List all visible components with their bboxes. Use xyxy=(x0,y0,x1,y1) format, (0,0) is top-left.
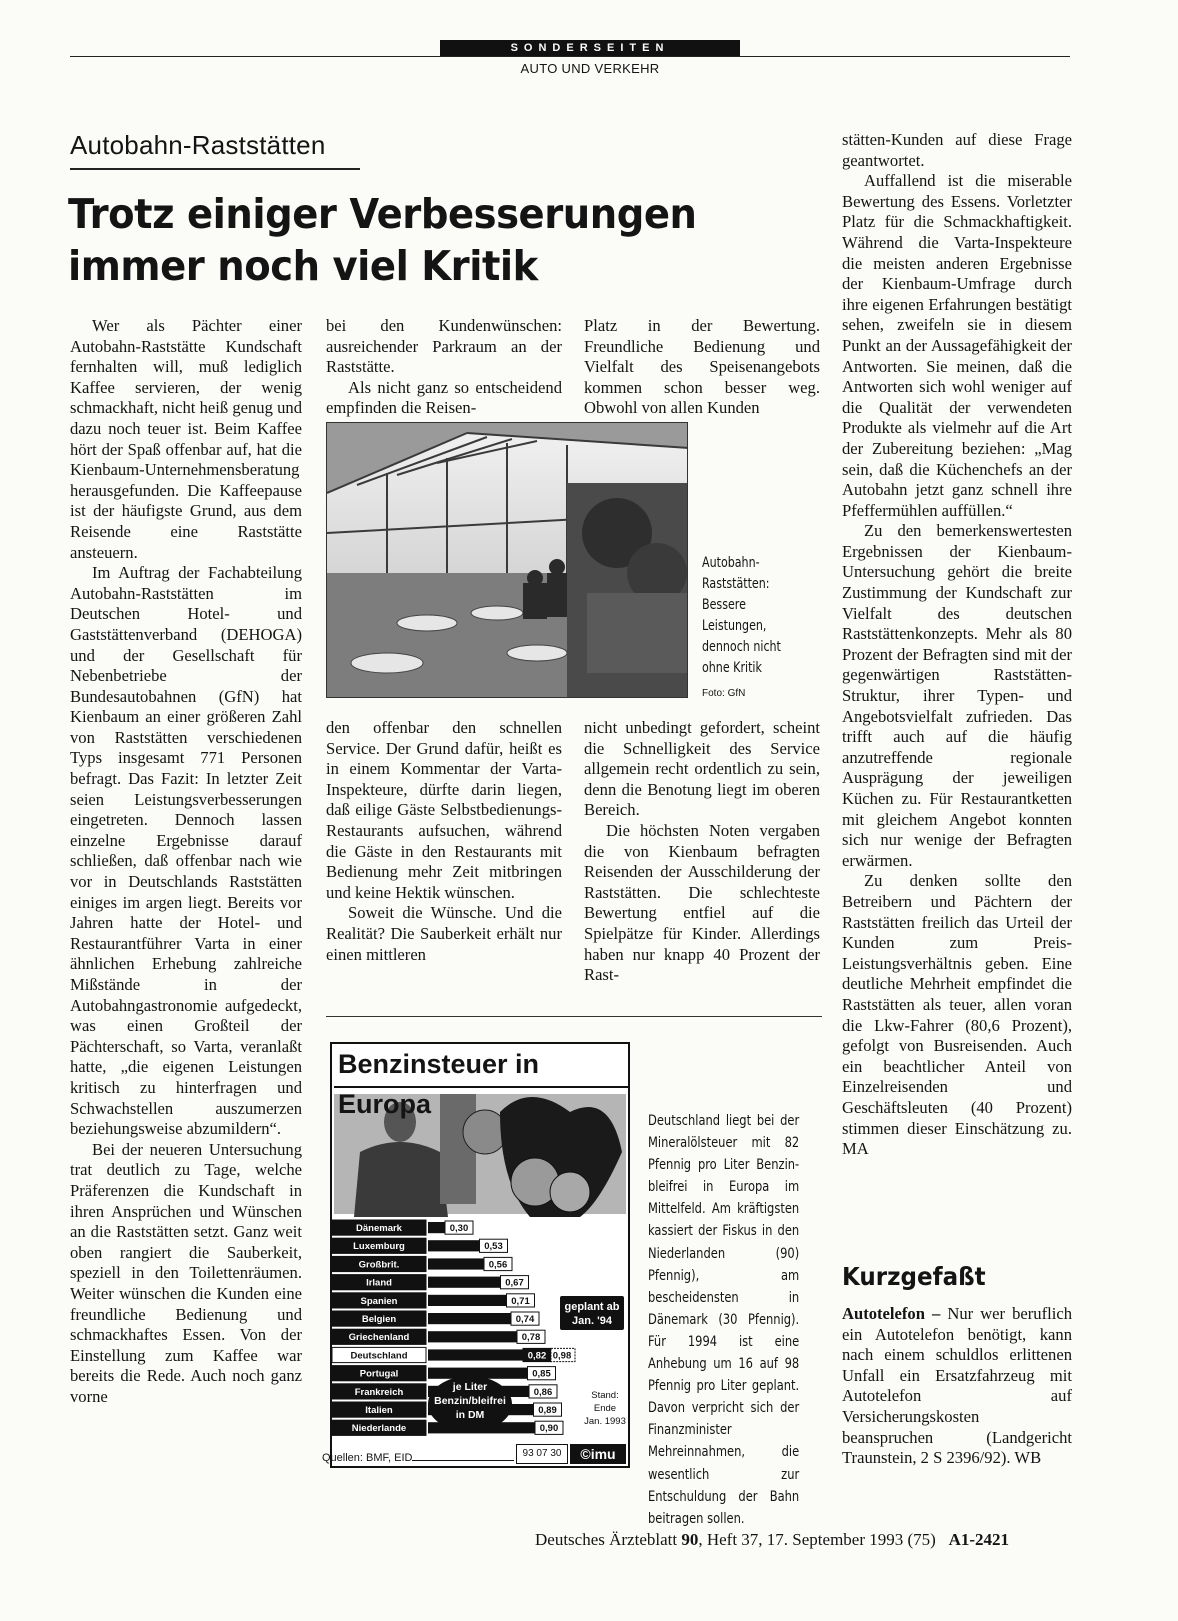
column-2-bottom xyxy=(326,718,562,965)
chart-code: 93 07 30 xyxy=(516,1444,568,1464)
paragraph: Als nicht ganz so entscheidend empfinden die Reisen- xyxy=(326,377,562,418)
article-kicker: Autobahn-Raststätten xyxy=(70,130,326,160)
column-3-top xyxy=(584,316,820,419)
bar-category-label: Spanien xyxy=(360,1295,398,1307)
stand-note-line: Jan. 1993 xyxy=(584,1416,626,1427)
bar-category-label: Belgien xyxy=(361,1314,397,1325)
journal-volume: 90 xyxy=(681,1530,699,1549)
unit-note-line: je Liter xyxy=(452,1381,488,1393)
paragraph: Zu denken sollte den Betreibern und Pächtern der Raststätten freilich das Urteil der Kunden zum Preis-Leistungsverhältnis geben. Eine deutliche Mehrheit empfindet die Raststätten als teuer, allen voran die Lkw-Fahrer (80,6 Prozent), gefolgt von Busreisenden. Auch ein beachtlicher Anteil von Einzelreisenden und Geschäftsleuten (40 Prozent) stimmen dieser Einschätzung zu. MA xyxy=(842,871,1072,1159)
bar-value-label: 0,67 xyxy=(505,1277,524,1289)
chart-brand: ©imu xyxy=(570,1444,626,1464)
page-number: A1-2421 xyxy=(948,1530,1010,1549)
chart-divider xyxy=(326,1016,822,1017)
paragraph: Die höchsten Noten vergaben die von Kienbaum befragten Reisenden der Ausschilderung der Raststätten. Die schlechteste Bewertung entfiel auf die Spielpätze für Kinder. Allerdings haben nur knapp 40 Prozent der Rast- xyxy=(584,820,820,985)
page-footer xyxy=(535,1530,1009,1550)
bar-category-label: Griechenland xyxy=(348,1332,410,1344)
photo-caption: Autobahn-Raststätten: Bessere Leistungen, dennoch nicht ohne Kritik xyxy=(702,555,781,676)
paragraph: Auffallend ist die miserable Bewertung des Essens. Vorletzter Platz für die Schmackhaftigkeit. Während die Varta-Inspekteure die meisten anderen Ergebnisse der Kienbaum-Umfrage durch ihre eigenen Erfahrungen bestätigt sehen, zweifeln sie in diesem Punkt an der Aussagefähigkeit der Antworten. Sie meinen, daß die Antworten sich wohl weniger auf die Qualität der verwendeten Produkte als vielmehr auf die Art der Zubereitung beziehen: „Mag sein, daß die Küchenchefs an der Autobahn jetzt ganz schnell ihre Pfeffermühlen auffüllen.“ xyxy=(842,171,1072,520)
bar-value-label: 0,78 xyxy=(521,1332,541,1344)
journal-issue: , Heft 37, 17. September 1993 (75) xyxy=(698,1530,936,1549)
bar-category-label: Portugal xyxy=(359,1368,399,1380)
stand-note-line: Ende xyxy=(593,1403,617,1414)
bar-category-label: Deutschland xyxy=(350,1350,408,1362)
bar-value-label: 0,30 xyxy=(449,1223,469,1234)
paragraph: Platz in der Bewertung. Freundliche Bedienung und Vielfalt des Speisenangebots kommen schon besser weg. Obwohl von allen Kunden xyxy=(584,316,820,418)
bar-value-label: 0,89 xyxy=(538,1405,557,1416)
paragraph: Bei der neueren Untersuchung trat deutlich zu Tage, welche Präferenzen die Kundschaft in ihren Ansprüchen und Wünschen an die Raststätten setzt. Ganz weit oben rangiert die Sauberkeit, speziell in den Toilettenräumen. Weiter wünschen die Kunden eine freundliche Bedienung und schmackhaftes Essen. Von der Einstellung zum Kaffee war bereits die Rede. Auch noch ganz vorne xyxy=(70,1139,302,1406)
kurz-lead: Autotelefon – xyxy=(842,1304,941,1323)
bar-value-label: 0,86 xyxy=(533,1386,553,1398)
bar xyxy=(428,1222,445,1233)
bar-value-label: 0,82 xyxy=(527,1350,547,1362)
photo-credit: Foto: GfN xyxy=(702,688,746,699)
chart-commentary: Deutschland liegt bei der Mineralölsteuer mit 82 Pfennig pro Liter Benzin-bleifrei in Europa im Mittelfeld. Am kräftigsten kassiert der Fiskus in den Niederlanden (90) Pfennig), am bescheidensten in Dänemark (30 Pfennig). Für 1994 ist eine Anhebung um 16 auf 98 Pfennig pro Liter geplant. Davon verpricht sich der Finanzminister Mehreinnahmen, die wesentlich zur Entschuldung der Bahn beitragen sollen. xyxy=(648,1113,800,1527)
bar-value-label: 0,71 xyxy=(511,1295,530,1307)
planned-value-label: 0,98 xyxy=(552,1350,572,1362)
article-headline: Trotz einiger Verbesserungen immer noch viel Kritik xyxy=(68,190,697,290)
bar xyxy=(428,1240,480,1251)
paragraph: Wer als Pächter einer Autobahn-Raststätte Kundschaft fernhalten will, muß lediglich Kaffee servieren, der wenig schmackhaft, nicht heiß genug und dazu noch teuer ist. Beim Kaffee hört der Spaß offenbar auf, hat die Kienbaum-Unternehmensberatung herausgefunden. Die Kaffeepause ist der häufigste Grund, aus dem Reisende eine Raststätte ansteuern. xyxy=(70,316,302,562)
restaurant-photo xyxy=(326,422,688,698)
bar xyxy=(428,1295,507,1306)
unit-note-line: in DM xyxy=(455,1409,485,1421)
stand-note-line: Stand: xyxy=(591,1390,619,1401)
paragraph: Im Auftrag der Fachabteilung Autobahn-Raststätten im Deutschen Hotel- und Gaststättenverband (DEHOGA) und der Gesellschaft für Nebenbetriebe der Bundesautobahnen (GfN) hat Kienbaum an einer größeren Zahl von Raststätten verschiedenen Typs insgesamt 771 Personen befragt. Das Fazit: In letzter Zeit seien Leistungsverbesserungen eingetreten. Dennoch lassen einzelne Ergebnisse darauf schließen, daß offenbar nach wie vor in Deutschlands Raststätten einiges im argen liegt. Bereits vor Jahren hatte der Hotel- und Restaurantführer Varta in einer ähnlichen Erhebung zahlreiche Mißstände in der Autobahngastronomie aufgedeckt, was einen Großteil der Pächterschaft, so Varta, veranlaßt hatte, „die eigenen Leistungen kritisch zu hinterfragen und Schwachstellen auszumerzen beziehungsweise abzumildern“. xyxy=(70,563,302,1139)
bar-value-label: 0,90 xyxy=(539,1423,559,1435)
source-rule xyxy=(412,1460,514,1461)
bar xyxy=(428,1277,501,1288)
bar-value-label: 0,53 xyxy=(484,1241,503,1253)
bar-category-label: Irland xyxy=(366,1277,392,1289)
section-label: SONDERSEITEN xyxy=(440,40,740,56)
unit-note-line: Benzin/bleifrei xyxy=(434,1395,506,1407)
bar-category-label: Dänemark xyxy=(356,1223,402,1234)
planned-note-line: Jan. '94 xyxy=(572,1315,612,1327)
chart-title: Benzinsteuer in Europa xyxy=(334,1044,628,1088)
subsection-label: AUTO UND VERKEHR xyxy=(520,61,660,76)
bar xyxy=(428,1349,523,1360)
bar xyxy=(428,1331,517,1342)
paragraph: bei den Kundenwünschen: ausreichender Parkraum an der Raststätte. xyxy=(326,316,562,377)
bar-category-label: Frankreich xyxy=(354,1386,404,1398)
bar-category-label: Italien xyxy=(365,1405,393,1416)
kurzgefasst-text xyxy=(842,1304,1072,1469)
coin-icon xyxy=(550,1172,590,1212)
chart-source: Quellen: BMF, EID xyxy=(322,1452,413,1464)
bar xyxy=(428,1313,511,1324)
header-rule xyxy=(70,56,1070,57)
paragraph: stätten-Kunden auf diese Frage geantwortet. xyxy=(842,130,1072,170)
person-body xyxy=(354,1142,448,1217)
kicker-underline xyxy=(70,168,360,170)
column-3-bottom xyxy=(584,718,820,986)
paragraph xyxy=(842,1304,1072,1469)
bar-value-label: 0,85 xyxy=(532,1368,551,1380)
planned-note-line: geplant ab xyxy=(564,1301,620,1313)
column-1 xyxy=(70,316,302,1407)
photo-illustration xyxy=(327,423,688,698)
column-2-top xyxy=(326,316,562,419)
journal-name: Deutsches Ärzteblatt xyxy=(535,1530,678,1549)
paragraph: nicht unbedingt gefordert, scheint die Schnelligkeit des Service allgemein recht ordentlich zu sein, denn die Benotung liegt im oberen Bereich. xyxy=(584,718,820,820)
bar-category-label: Luxemburg xyxy=(353,1241,405,1253)
column-4 xyxy=(842,130,1072,1160)
bar-value-label: 0,56 xyxy=(488,1259,508,1271)
paragraph: Soweit die Wünsche. Und die Realität? Die Sauberkeit erhält nur einen mittleren xyxy=(326,903,562,964)
paragraph: Zu den bemerkenswertesten Ergebnissen der Kienbaum-Untersuchung gehört die breite Zustimmung der Kundschaft zur Vielfalt des deutschen Raststättenkonzepts. Mehr als 80 Prozent der Befragten sind mit der gegenwärtigen Raststätten-Struktur, ihrer Typen- und Angebotsvielfalt zufrieden. Das trifft auch auf die häufig anzutreffende regionale Ausprägung der jeweiligen Küchen zu. Für Restaurantketten mit gleichem Angebot konnten sich nur wenige der Befragten erwärmen. xyxy=(842,521,1072,870)
bar xyxy=(428,1258,484,1269)
kurzgefasst-heading: Kurzgefaßt xyxy=(842,1262,986,1291)
bar-category-label: Großbrit. xyxy=(358,1259,400,1271)
kurz-body: Nur wer beruflich ein Autotelefon benötigt, kann nach einem schuldlos erlittenen Unfall ein Ersatzfahrzeug mit Autotelefon auf Versicherungskosten beanspruchen (Landgericht Traunstein, 2 S 2396/92). WB xyxy=(842,1304,1072,1468)
bar-category-label: Niederlande xyxy=(351,1423,407,1435)
paragraph: den offenbar den schnellen Service. Der Grund dafür, heißt es in einem Kommentar der Varta-Inspekteure, dürfte darin liegen, daß eilige Gäste Selbstbedienungs-Restaurants aufsuchen, während die Gäste in den Restaurants mit Bedienung mehr Zeit mitbringen und keine Hektik wünschen. xyxy=(326,718,562,902)
bar-value-label: 0,74 xyxy=(515,1314,535,1325)
